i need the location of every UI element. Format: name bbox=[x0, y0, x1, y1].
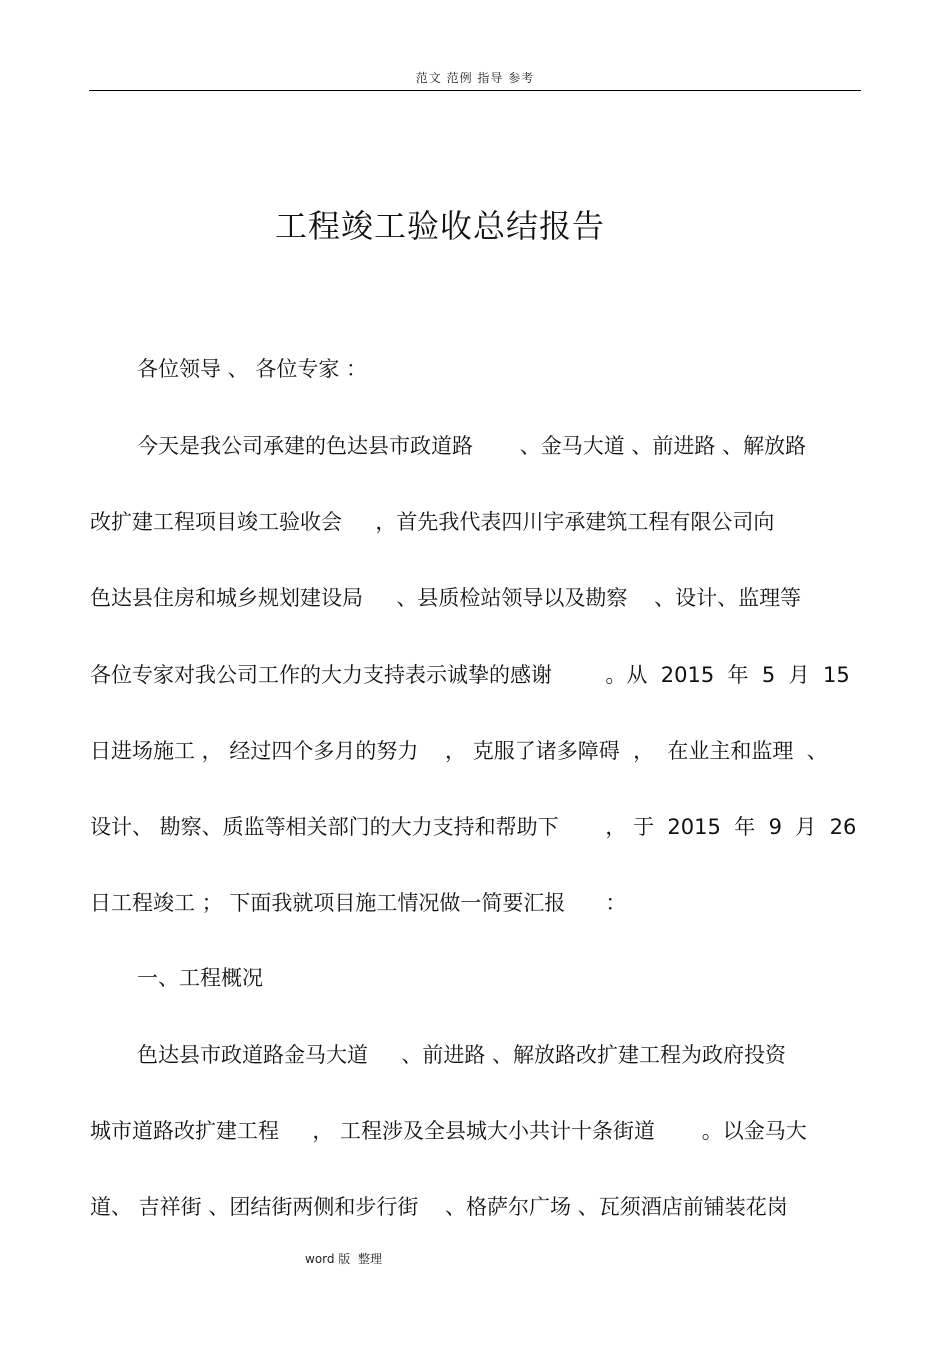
paragraph-line: 设计、 勘察、质监等相关部门的大力支持和帮助下 ， 于 2015 年 9 月 26 bbox=[90, 815, 857, 839]
paragraph-line: 改扩建工程项目竣工验收会 ，首先我代表四川宇承建筑工程有限公司向 bbox=[90, 510, 775, 534]
page-header: 范文 范例 指导 参考 bbox=[415, 71, 535, 85]
section-heading: 一、工程概况 bbox=[137, 966, 263, 990]
header-divider bbox=[89, 90, 861, 91]
paragraph-line: 色达县市政道路金马大道 、前进路 、解放路改扩建工程为政府投资 bbox=[137, 1043, 787, 1067]
page-footer: word 版 整理 bbox=[305, 1252, 382, 1266]
paragraph-line: 道、 吉祥街 、团结街两侧和步行街 、格萨尔广场 、瓦须酒店前铺装花岗 bbox=[90, 1195, 788, 1219]
paragraph-line: 各位专家对我公司工作的大力支持表示诚挚的感谢 。从 2015 年 5 月 15 bbox=[90, 663, 850, 687]
paragraph-line: 日进场施工 ， 经过四个多月的努力 ， 克服了诸多障碍 ， 在业主和监理 、 bbox=[90, 739, 828, 763]
document-title: 工程竣工验收总结报告 bbox=[274, 207, 605, 245]
paragraph-line: 日工程竣工 ； 下面我就项目施工情况做一简要汇报 ： bbox=[90, 891, 627, 915]
salutation: 各位领导 、 各位专家 ： bbox=[137, 357, 368, 381]
paragraph-line: 城市道路改扩建工程 ， 工程涉及全县城大小共计十条街道 。以金马大 bbox=[90, 1119, 807, 1143]
paragraph-line: 色达县住房和城乡规划建设局 、县质检站领导以及勘察 、设计、监理等 bbox=[90, 586, 802, 610]
paragraph-line: 今天是我公司承建的色达县市政道路 、金马大道 、前进路 、解放路 bbox=[137, 434, 807, 458]
